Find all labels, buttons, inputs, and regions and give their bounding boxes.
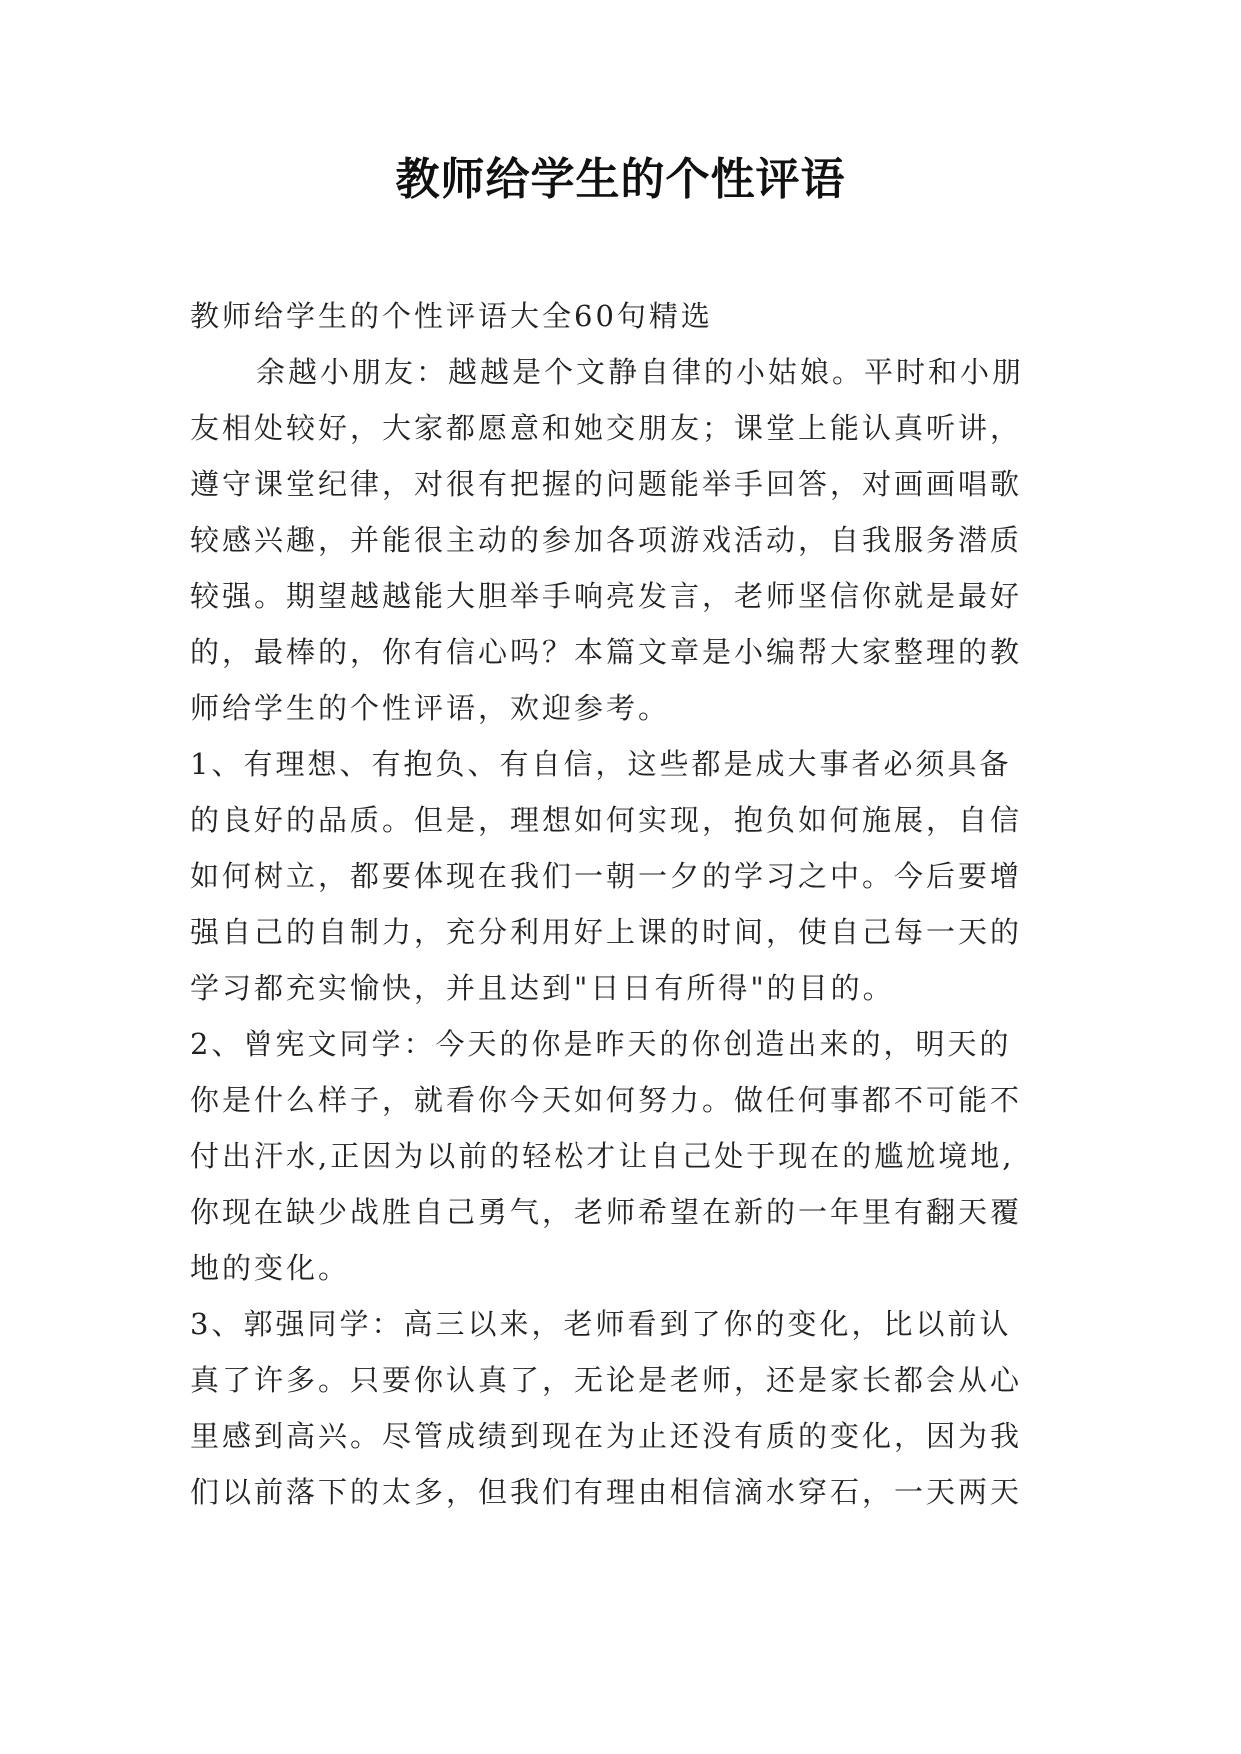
paragraph-line: 师给学生的个性评语，欢迎参考。	[190, 691, 671, 725]
comment-line: 地的变化。	[190, 1251, 351, 1285]
document-body	[190, 288, 1050, 1520]
paragraph-line: 友相处较好，大家都愿意和她交朋友；课堂上能认真听讲，	[190, 411, 1023, 445]
paragraph-line: 较感兴趣，并能很主动的参加各项游戏活动，自我服务潜质	[190, 523, 1023, 557]
comment-line: 付出汗水,正因为以前的轻松才让自己处于现在的尴尬境地,	[190, 1139, 1015, 1173]
comment-line: 们以前落下的太多，但我们有理由相信滴水穿石，一天两天	[190, 1475, 1023, 1509]
comment-line: 强自己的自制力，充分利用好上课的时间，使自己每一天的	[190, 915, 1023, 949]
comment-line: 你现在缺少战胜自己勇气，老师希望在新的一年里有翻天覆	[190, 1195, 1023, 1229]
comment-line: 2、曾宪文同学：今天的你是昨天的你创造出来的，明天的	[190, 1027, 1012, 1061]
comment-line: 3、郭强同学：高三以来，老师看到了你的变化，比以前认	[190, 1307, 1012, 1341]
comment-line: 里感到高兴。尽管成绩到现在为止还没有质的变化，因为我	[190, 1419, 1023, 1453]
comment-line: 学习都充实愉快，并且达到"日日有所得"的目的。	[190, 971, 895, 1005]
subtitle-line: 教师给学生的个性评语大全60句精选	[190, 299, 713, 333]
paragraph-line: 余越小朋友：越越是个文静自律的小姑娘。平时和小朋	[256, 355, 1025, 389]
paragraph-line: 的，最棒的，你有信心吗？本篇文章是小编帮大家整理的教	[190, 635, 1023, 669]
comment-line: 1、有理想、有抱负、有自信，这些都是成大事者必须具备	[190, 747, 1012, 781]
paragraph-line: 较强。期望越越能大胆举手响亮发言，老师坚信你就是最好	[190, 579, 1023, 613]
paragraph-line: 遵守课堂纪律，对很有把握的问题能举手回答，对画画唱歌	[190, 467, 1023, 501]
document-title: 教师给学生的个性评语	[395, 154, 846, 205]
comment-line: 真了许多。只要你认真了，无论是老师，还是家长都会从心	[190, 1363, 1023, 1397]
comment-line: 你是什么样子，就看你今天如何努力。做任何事都不可能不	[190, 1083, 1023, 1117]
comment-line: 的良好的品质。但是，理想如何实现，抱负如何施展，自信	[190, 803, 1023, 837]
comment-line: 如何树立，都要体现在我们一朝一夕的学习之中。今后要增	[190, 859, 1023, 893]
